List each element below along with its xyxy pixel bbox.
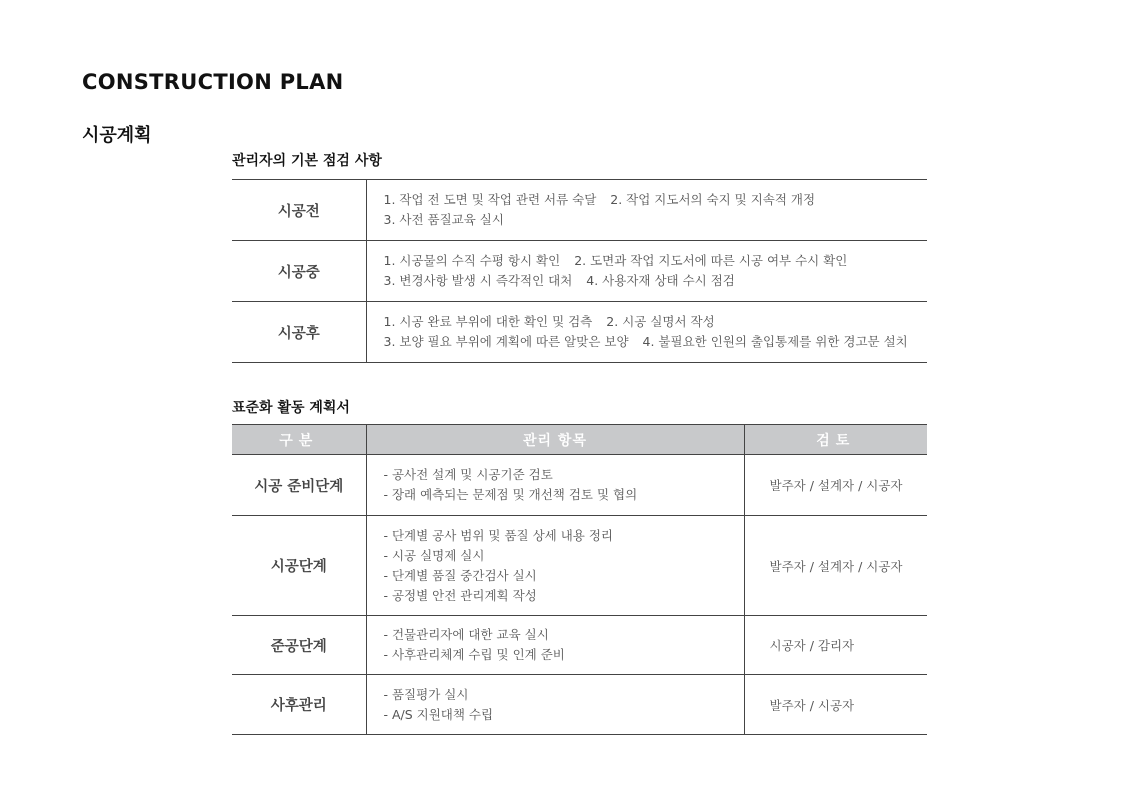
row-content (366, 180, 927, 241)
check-item: 1. 작업 전 도면 및 작업 관련 서류 숙달 (383, 192, 597, 207)
table-row (232, 516, 927, 616)
list-item: - A/S 지원대책 수립 (383, 706, 494, 722)
review-parties: 발주자 / 시공자 (744, 675, 927, 735)
table-row (232, 241, 927, 302)
row-label: 시공중 (232, 241, 366, 302)
review-parties: 시공자 / 감리자 (744, 616, 927, 675)
row-label: 시공후 (232, 302, 366, 363)
management-items (366, 455, 744, 516)
review-parties: 발주자 / 설계자 / 시공자 (744, 516, 927, 616)
row-content (366, 302, 927, 363)
management-items (366, 516, 744, 616)
check-item: 2. 작업 지도서의 숙지 및 지속적 개정 (610, 192, 816, 207)
list-item: - 시공 실명제 실시 (383, 547, 485, 563)
row-content (366, 241, 927, 302)
row-label: 시공전 (232, 180, 366, 241)
check-item: 4. 사용자재 상태 수시 점검 (586, 273, 735, 288)
table-header-row (232, 425, 927, 455)
check-item: 3. 사전 품질교육 실시 (383, 212, 504, 227)
management-items (366, 616, 744, 675)
column-header-items: 관리 항목 (366, 425, 744, 455)
phase-label: 시공 준비단계 (232, 455, 366, 516)
management-items (366, 675, 744, 735)
table-row (232, 455, 927, 516)
phase-label: 시공단계 (232, 516, 366, 616)
review-parties: 발주자 / 설계자 / 시공자 (744, 455, 927, 516)
basic-check-caption: 관리자의 기본 점검 사항 (232, 153, 382, 169)
list-item: - 건물관리자에 대한 교육 실시 (383, 627, 549, 642)
list-item: - 단계별 공사 범위 및 품질 상세 내용 정리 (383, 527, 613, 543)
section-heading: 시공계획 (82, 125, 152, 146)
basic-check-table (232, 179, 927, 363)
list-item: - 장래 예측되는 문제점 및 개선책 검토 및 협의 (383, 487, 638, 502)
table-row (232, 616, 927, 675)
table-row (232, 180, 927, 241)
column-header-review: 검토 (744, 425, 927, 455)
list-item: - 품질평가 실시 (383, 686, 469, 702)
phase-label: 준공단계 (232, 616, 366, 675)
check-item: 1. 시공 완료 부위에 대한 확인 및 검측 (383, 314, 593, 329)
list-item: - 공사전 설계 및 시공기준 검토 (383, 467, 553, 482)
column-header-category: 구분 (232, 425, 366, 455)
list-item: - 공정별 안전 관리계획 작성 (383, 587, 537, 603)
phase-label: 사후관리 (232, 675, 366, 735)
check-item: 2. 도면과 작업 지도서에 따른 시공 여부 수시 확인 (574, 253, 848, 268)
list-item: - 단계별 품질 중간검사 실시 (383, 567, 537, 583)
page-title: CONSTRUCTION PLAN (82, 70, 344, 94)
standard-plan-table (232, 424, 927, 735)
check-item: 3. 보양 필요 부위에 계획에 따른 알맞은 보양 (383, 334, 629, 349)
standard-plan-caption: 표준화 활동 계획서 (232, 400, 350, 416)
check-item: 2. 시공 실명서 작성 (606, 314, 715, 329)
list-item: - 사후관리체계 수립 및 인계 준비 (383, 647, 565, 662)
table-row (232, 675, 927, 735)
table-row (232, 302, 927, 363)
check-item: 3. 변경사항 발생 시 즉각적인 대처 (383, 273, 573, 288)
check-item: 4. 불필요한 인원의 출입통제를 위한 경고문 설치 (642, 334, 908, 349)
check-item: 1. 시공물의 수직 수평 항시 확인 (383, 253, 561, 268)
